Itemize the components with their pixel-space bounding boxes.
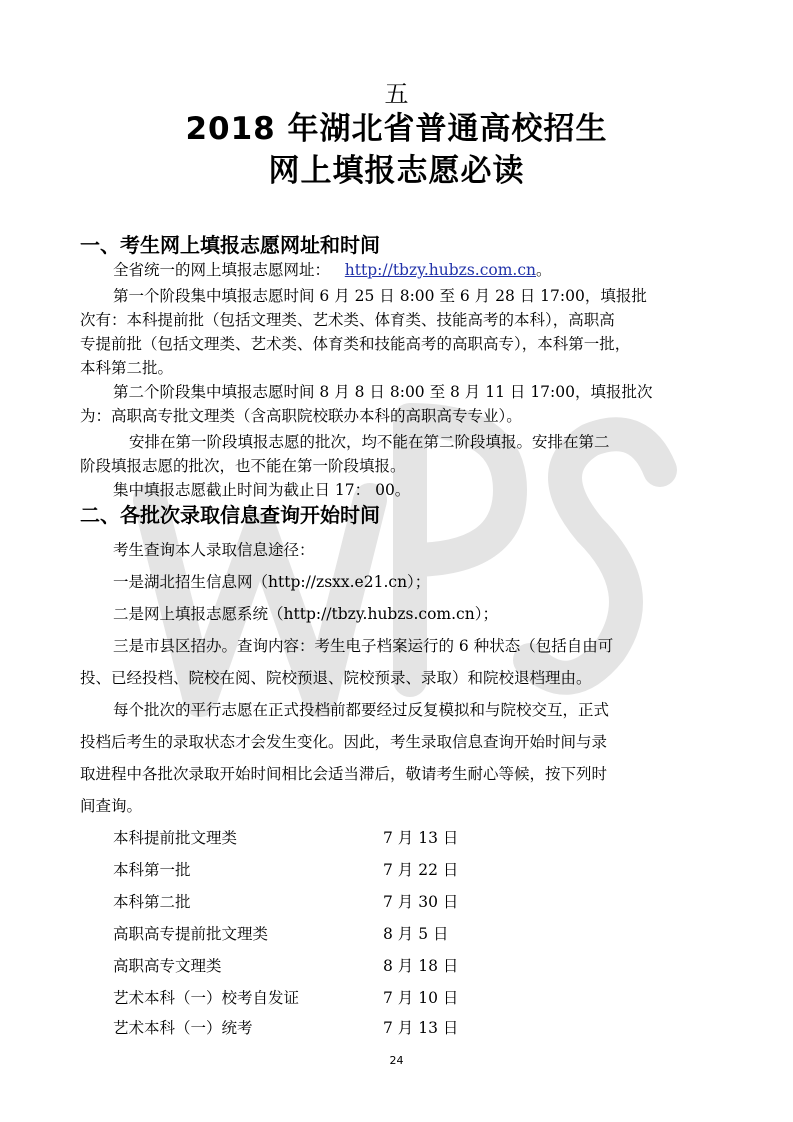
chapter-number: 五 (384, 80, 409, 108)
schedule-date: 7 月 13 日 (383, 829, 459, 847)
note-line3: 取进程中各批次录取开始时间相比会适当滞后，敬请考生耐心等候，按下列时 (80, 765, 608, 783)
schedule-batch: 高职高专提前批文理类 (113, 925, 269, 943)
url-paragraph (113, 258, 720, 282)
stage1-line3: 专提前批（包括文理类、艺术类、体育类和技能高考的高职高专），本科第一批， (80, 335, 631, 353)
schedule-batch: 本科提前批文理类 (113, 829, 238, 847)
schedule-row (113, 890, 459, 914)
stage-note-line1: 安排在第一阶段填报志愿的批次，均不能在第二阶段填报。安排在第二 (129, 433, 610, 451)
schedule-date: 8 月 5 日 (383, 925, 449, 943)
schedule-date: 8 月 18 日 (383, 957, 459, 975)
query-channel-3-line2: 投、已经投档、院校在阅、院校预退、院校预录、录取）和院校退档理由。 (80, 669, 592, 687)
schedule-row (113, 826, 459, 850)
schedule-row (113, 858, 459, 882)
schedule-batch: 艺术本科（一）校考自发证 (113, 989, 300, 1007)
schedule-date: 7 月 13 日 (383, 1019, 459, 1037)
schedule-batch: 本科第二批 (113, 893, 191, 911)
stage1-line4: 本科第二批。 (80, 359, 174, 377)
note-line4: 间查询。 (80, 797, 143, 815)
deadline-note: 集中填报志愿截止时间为截止日 17： 00。 (113, 481, 411, 499)
stage2-line2: 为：高职高专批文理类（含高职院校联办本科的高职高专专业）。 (80, 407, 522, 425)
stage-note-line2: 阶段填报志愿的批次，也不能在第一阶段填报。 (80, 457, 406, 475)
schedule-date: 7 月 30 日 (383, 893, 459, 911)
section2-heading: 二、各批次录取信息查询开始时间 (80, 503, 380, 527)
section1-heading: 一、考生网上填报志愿网址和时间 (80, 233, 380, 257)
note-line2: 投档后考生的录取状态才会发生变化。因此，考生录取信息查询开始时间与录 (80, 733, 608, 751)
page-number: 24 (389, 1054, 404, 1067)
stage1-line2: 次有：本科提前批（包括文理类、艺术类、体育类、技能高考的本科），高职高 (80, 311, 615, 329)
page-title-line1: 2018 年湖北省普通高校招生 (185, 111, 608, 147)
note-line1: 每个批次的平行志愿在正式投档前都要经过反复模拟和与院校交互，正式 (113, 701, 610, 719)
tbzy-link[interactable]: http://tbzy.hubzs.com.cn (344, 261, 537, 279)
stage2-line1: 第二个阶段集中填报志愿时间 8 月 8 日 8:00 至 8 月 11 日 17:00，填报批次 (113, 383, 653, 401)
schedule-batch: 本科第一批 (113, 861, 191, 879)
url-suffix: 。 (536, 261, 552, 279)
schedule-row (113, 922, 449, 946)
schedule-batch: 高职高专文理类 (113, 957, 222, 975)
query-channel-3-line1: 三是市县区招办。查询内容：考生电子档案运行的 6 种状态（包括自由可 (113, 637, 614, 655)
query-intro: 考生查询本人录取信息途径： (113, 541, 315, 559)
schedule-batch: 艺术本科（一）统考 (113, 1019, 253, 1037)
stage1-line1: 第一个阶段集中填报志愿时间 6 月 25 日 8:00 至 6 月 28 日 17:00，填报批 (113, 287, 647, 305)
schedule-date: 7 月 22 日 (383, 861, 459, 879)
query-channel-1: 一是湖北招生信息网（http://zsxx.e21.cn）； (113, 573, 431, 591)
query-channel-2: 二是网上填报志愿系统（http://tbzy.hubzs.com.cn）； (113, 605, 498, 623)
schedule-row (113, 1016, 459, 1040)
schedule-row (113, 986, 459, 1010)
url-prefix: 全省统一的网上填报志愿网址： (113, 261, 331, 279)
page-title-line2: 网上填报志愿必读 (268, 153, 525, 189)
schedule-date: 7 月 10 日 (383, 989, 459, 1007)
schedule-row (113, 954, 459, 978)
